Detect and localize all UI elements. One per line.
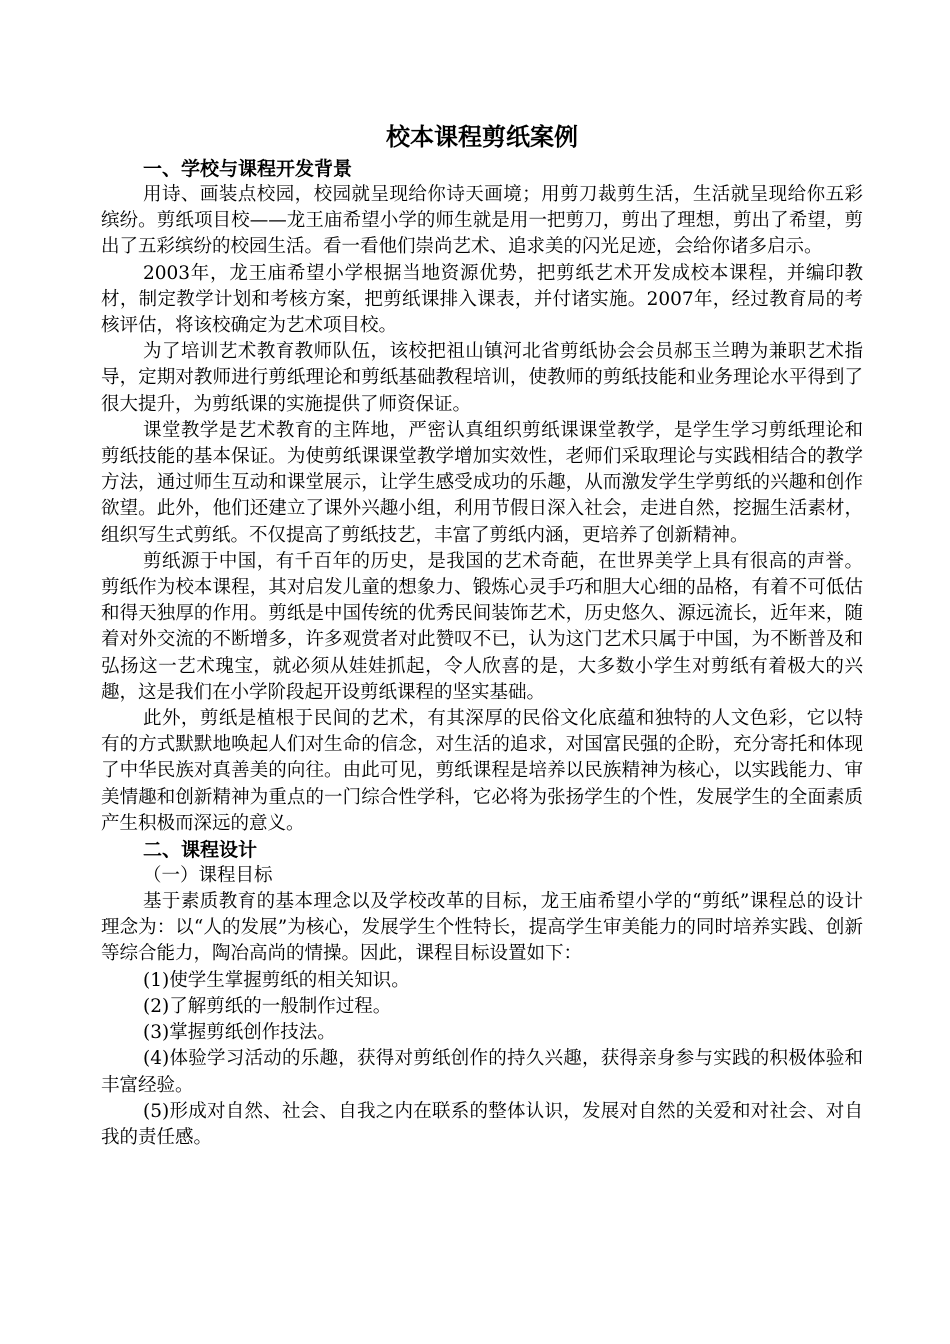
paragraph: 基于素质教育的基本理念以及学校改革的目标，龙王庙希望小学的“剪纸”课程总的设计理念为：以“人的发展”为核心，发展学生个性特长，提高学生审美能力的同时培养实践、创新等综合能力，陶冶高尚的情操。因此，课程目标设置如下： xyxy=(101,891,863,965)
section-heading-design: 二、课程设计 xyxy=(143,839,258,862)
goal-item: (5)形成对自然、社会、自我之内在联系的整体认识，发展对自然的关爱和对社会、对自我的责任感。 xyxy=(101,1100,863,1148)
goal-item: (2)了解剪纸的一般制作过程。 xyxy=(143,995,392,1017)
document-title: 校本课程剪纸案例 xyxy=(386,123,578,151)
paragraph: 此外，剪纸是植根于民间的艺术，有其深厚的民俗文化底蕴和独特的人文色彩，它以特有的方式默默地唤起人们对生命的信念，对生活的追求，对国富民强的企盼，充分寄托和体现了中华民族对真善美的向往。由此可见，剪纸课程是培养以民族精神为核心，以实践能力、审美情趣和创新精神为重点的一门综合性学科，它必将为张扬学生的个性，发展学生的全面素质产生积极而深远的意义。 xyxy=(101,708,863,834)
paragraph: 用诗、画装点校园，校园就呈现给你诗天画境；用剪刀裁剪生活，生活就呈现给你五彩缤纷。剪纸项目校——龙王庙希望小学的师生就是用一把剪刀，剪出了理想，剪出了希望，剪出了五彩缤纷的校园生活。看一看他们崇尚艺术、追求美的闪光足迹，会给你诸多启示。 xyxy=(101,184,863,258)
subsection-heading-goals: （一）课程目标 xyxy=(143,865,273,887)
paragraph: 为了培训艺术教育教师队伍，该校把祖山镇河北省剪纸协会会员郝玉兰聘为兼职艺术指导，定期对教师进行剪纸理论和剪纸基础教程培训，使教师的剪纸技能和业务理论水平得到了很大提升，为剪纸课的实施提供了师资保证。 xyxy=(101,341,863,415)
paragraph: 课堂教学是艺术教育的主阵地，严密认真组织剪纸课课堂教学，是学生学习剪纸理论和剪纸技能的基本保证。为使剪纸课课堂教学增加实效性，老师们采取理论与实践相结合的教学方法，通过师生互动和课堂展示，让学生感受成功的乐趣，从而激发学生学剪纸的兴趣和创作欲望。此外，他们还建立了课外兴趣小组，利用节假日深入社会，走进自然，挖掘生活素材，组织写生式剪纸。不仅提高了剪纸技艺，丰富了剪纸内涵，更培养了创新精神。 xyxy=(101,419,863,546)
paragraph: 剪纸源于中国，有千百年的历史，是我国的艺术奇葩，在世界美学上具有很高的声誉。剪纸作为校本课程，其对启发儿童的想象力、锻炼心灵手巧和胆大心细的品格，有着不可低估和得天独厚的作用。剪纸是中国传统的优秀民间装饰艺术，历史悠久、源远流长，近年来，随着对外交流的不断增多，许多观赏者对此赞叹不已，认为这门艺术只属于中国，为不断普及和弘扬这一艺术瑰宝，就必须从娃娃抓起，令人欣喜的是，大多数小学生对剪纸有着极大的兴趣，这是我们在小学阶段起开设剪纸课程的坚实基础。 xyxy=(101,550,863,703)
goal-item: (1)使学生掌握剪纸的相关知识。 xyxy=(143,969,410,991)
goal-item: (4)体验学习活动的乐趣，获得对剪纸创作的持久兴趣，获得亲身参与实践的积极体验和丰富经验。 xyxy=(101,1048,863,1096)
paragraph: 2003年，龙王庙希望小学根据当地资源优势，把剪纸艺术开发成校本课程，并编印教材，制定教学计划和考核方案，把剪纸课排入课表，并付诸实施。2007年，经过教育局的考核评估，将该校确定为艺术项目校。 xyxy=(101,262,863,337)
goal-item: (3)掌握剪纸创作技法。 xyxy=(143,1022,336,1044)
section-heading-background: 一、学校与课程开发背景 xyxy=(143,158,353,180)
document-body xyxy=(101,120,863,1151)
